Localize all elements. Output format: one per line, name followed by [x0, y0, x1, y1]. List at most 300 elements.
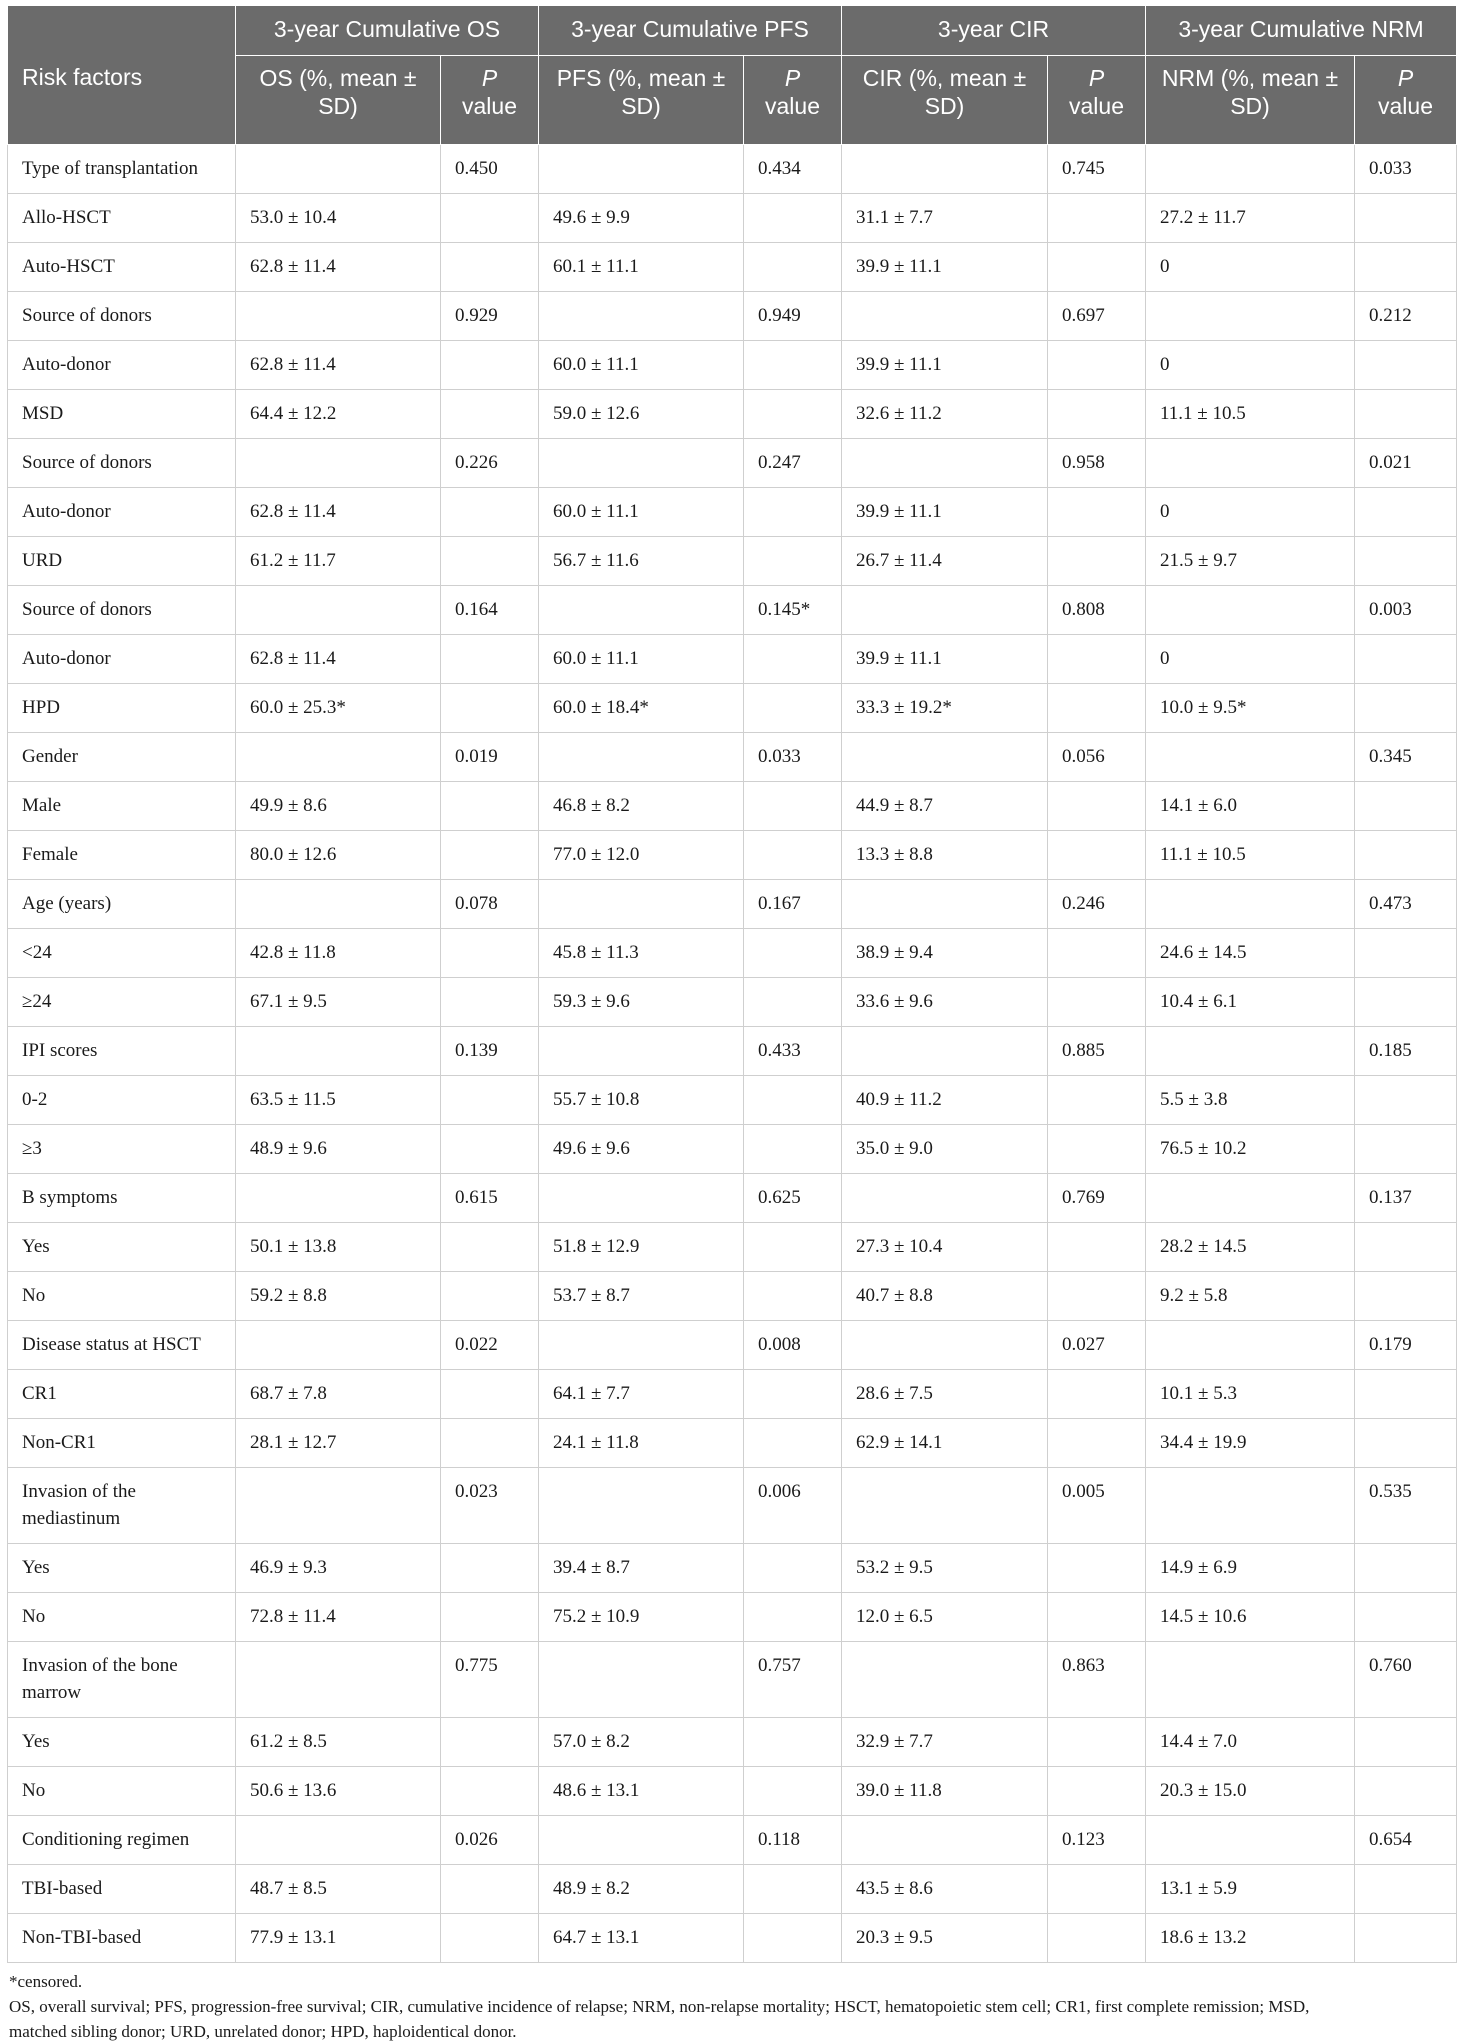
p-value-cell: 0.027 [1048, 1321, 1146, 1370]
risk-factor-cell: Auto-donor [8, 635, 236, 684]
estimate-cell: 39.9 ± 11.1 [842, 635, 1048, 684]
p-value-cell [744, 929, 842, 978]
table-row [8, 1419, 1457, 1468]
table-row [8, 1865, 1457, 1914]
estimate-cell: 45.8 ± 11.3 [539, 929, 744, 978]
table-row [8, 880, 1457, 929]
estimate-cell: 11.1 ± 10.5 [1146, 831, 1355, 880]
estimate-cell [842, 880, 1048, 929]
p-value-cell: 0.434 [744, 145, 842, 194]
estimate-cell [236, 439, 441, 488]
risk-factor-cell: Invasion of the bone marrow [8, 1642, 236, 1718]
table-row [8, 537, 1457, 586]
p-value-cell: 0.535 [1355, 1468, 1457, 1544]
cir-group-header: 3-year CIR [842, 6, 1146, 56]
p-value-cell [441, 390, 539, 439]
estimate-cell: 10.4 ± 6.1 [1146, 978, 1355, 1027]
p-value-cell [1355, 537, 1457, 586]
estimate-cell: 59.0 ± 12.6 [539, 390, 744, 439]
p-value-cell [1355, 341, 1457, 390]
p-value-cell [1048, 537, 1146, 586]
estimate-cell: 75.2 ± 10.9 [539, 1593, 744, 1642]
estimate-cell [539, 1816, 744, 1865]
risk-factor-cell: Female [8, 831, 236, 880]
estimate-cell [236, 880, 441, 929]
p-value-cell: 0.179 [1355, 1321, 1457, 1370]
p-value-cell: 0.745 [1048, 145, 1146, 194]
p-value-cell [1355, 1370, 1457, 1419]
estimate-cell: 14.9 ± 6.9 [1146, 1544, 1355, 1593]
p-value-cell: 0.863 [1048, 1642, 1146, 1718]
p-value-cell: 0.078 [441, 880, 539, 929]
risk-factor-cell: Disease status at HSCT [8, 1321, 236, 1370]
estimate-cell [842, 1816, 1048, 1865]
estimate-cell: 72.8 ± 11.4 [236, 1593, 441, 1642]
table-row [8, 488, 1457, 537]
p-value-cell: 0.615 [441, 1174, 539, 1223]
risk-factor-cell: Gender [8, 733, 236, 782]
p-value-cell: 0.006 [744, 1468, 842, 1544]
estimate-cell [1146, 586, 1355, 635]
p-value-cell: 0.226 [441, 439, 539, 488]
estimate-subheader: CIR (%, mean ± SD) [842, 56, 1048, 145]
p-value-cell [1048, 1419, 1146, 1468]
p-value-cell [1355, 1593, 1457, 1642]
risk-factor-cell: Source of donors [8, 439, 236, 488]
p-value-cell [1355, 831, 1457, 880]
p-value-cell [1355, 684, 1457, 733]
estimate-cell: 62.9 ± 14.1 [842, 1419, 1048, 1468]
estimate-cell: 39.9 ± 11.1 [842, 243, 1048, 292]
table-header [8, 6, 1457, 145]
estimate-cell: 28.6 ± 7.5 [842, 1370, 1048, 1419]
p-value-cell: 0.008 [744, 1321, 842, 1370]
estimate-cell: 31.1 ± 7.7 [842, 194, 1048, 243]
table-row [8, 1468, 1457, 1544]
p-value-cell [441, 1718, 539, 1767]
p-value-cell: 0.450 [441, 145, 539, 194]
p-value-cell [1048, 488, 1146, 537]
estimate-cell: 68.7 ± 7.8 [236, 1370, 441, 1419]
p-value-cell [744, 488, 842, 537]
p-value-cell [1048, 1767, 1146, 1816]
estimate-cell: 53.7 ± 8.7 [539, 1272, 744, 1321]
p-value-cell: 0.026 [441, 1816, 539, 1865]
risk-factor-cell: Non-TBI-based [8, 1914, 236, 1963]
estimate-cell: 27.2 ± 11.7 [1146, 194, 1355, 243]
p-value-cell [1355, 243, 1457, 292]
p-value-cell [744, 635, 842, 684]
estimate-cell: 40.7 ± 8.8 [842, 1272, 1048, 1321]
p-value-cell [1355, 1914, 1457, 1963]
p-value-cell: 0.145* [744, 586, 842, 635]
estimate-cell: 12.0 ± 6.5 [842, 1593, 1048, 1642]
p-value-cell: 0.005 [1048, 1468, 1146, 1544]
estimate-cell [1146, 1468, 1355, 1544]
estimate-cell: 26.7 ± 11.4 [842, 537, 1048, 586]
p-value-cell: 0.775 [441, 1642, 539, 1718]
p-value-cell [441, 488, 539, 537]
os-group-header: 3-year Cumulative OS [236, 6, 539, 56]
estimate-cell: 60.0 ± 18.4* [539, 684, 744, 733]
risk-factor-cell: URD [8, 537, 236, 586]
risk-factor-cell: 0-2 [8, 1076, 236, 1125]
risk-factor-cell: MSD [8, 390, 236, 439]
estimate-cell: 13.1 ± 5.9 [1146, 1865, 1355, 1914]
estimate-cell [842, 1174, 1048, 1223]
p-value-cell [1355, 1125, 1457, 1174]
p-value-cell: 0.164 [441, 586, 539, 635]
estimate-cell [1146, 1642, 1355, 1718]
estimate-cell: 20.3 ± 15.0 [1146, 1767, 1355, 1816]
estimate-cell: 50.1 ± 13.8 [236, 1223, 441, 1272]
estimate-cell: 24.1 ± 11.8 [539, 1419, 744, 1468]
p-value-cell: 0.929 [441, 292, 539, 341]
risk-factor-cell: TBI-based [8, 1865, 236, 1914]
p-value-cell: 0.697 [1048, 292, 1146, 341]
table-row [8, 831, 1457, 880]
p-value-cell [1048, 684, 1146, 733]
p-value-cell [1355, 978, 1457, 1027]
estimate-cell [539, 439, 744, 488]
p-value-cell [744, 1767, 842, 1816]
p-value-cell: 0.246 [1048, 880, 1146, 929]
p-value-cell: 0.958 [1048, 439, 1146, 488]
estimate-cell: 40.9 ± 11.2 [842, 1076, 1048, 1125]
risk-factor-cell: IPI scores [8, 1027, 236, 1076]
estimate-cell: 0 [1146, 341, 1355, 390]
table-body [8, 145, 1457, 1963]
p-value-cell [1048, 1718, 1146, 1767]
estimate-cell: 43.5 ± 8.6 [842, 1865, 1048, 1914]
estimate-cell: 67.1 ± 9.5 [236, 978, 441, 1027]
estimate-cell [539, 1321, 744, 1370]
p-value-cell: 0.885 [1048, 1027, 1146, 1076]
p-value-cell: 0.023 [441, 1468, 539, 1544]
p-value-cell [1048, 635, 1146, 684]
estimate-cell: 56.7 ± 11.6 [539, 537, 744, 586]
risk-factor-cell: Non-CR1 [8, 1419, 236, 1468]
table-row [8, 1223, 1457, 1272]
p-value-cell [441, 1370, 539, 1419]
estimate-cell [539, 1642, 744, 1718]
estimate-cell: 32.6 ± 11.2 [842, 390, 1048, 439]
risk-factor-cell: Male [8, 782, 236, 831]
results-table-container [7, 5, 1456, 2044]
p-value-cell [1048, 1076, 1146, 1125]
estimate-cell: 14.1 ± 6.0 [1146, 782, 1355, 831]
risk-factor-cell: Type of transplantation [8, 145, 236, 194]
risk-factor-cell: Yes [8, 1223, 236, 1272]
estimate-cell: 60.1 ± 11.1 [539, 243, 744, 292]
p-value-cell: 0.769 [1048, 1174, 1146, 1223]
p-value-cell [744, 1718, 842, 1767]
table-row [8, 1914, 1457, 1963]
p-value-cell [744, 1272, 842, 1321]
p-value-cell [441, 978, 539, 1027]
estimate-cell: 34.4 ± 19.9 [1146, 1419, 1355, 1468]
p-value-cell [744, 194, 842, 243]
estimate-cell [842, 439, 1048, 488]
estimate-cell [842, 1321, 1048, 1370]
p-value-cell [744, 341, 842, 390]
estimate-cell [539, 1027, 744, 1076]
p-value-cell [1355, 488, 1457, 537]
p-value-cell [1048, 929, 1146, 978]
estimate-cell: 0 [1146, 243, 1355, 292]
estimate-cell [236, 292, 441, 341]
p-value-cell [441, 1767, 539, 1816]
p-value-cell [441, 831, 539, 880]
p-value-cell [441, 1272, 539, 1321]
p-value-cell: 0.139 [441, 1027, 539, 1076]
p-value-cell [744, 1223, 842, 1272]
p-value-cell [1048, 782, 1146, 831]
table-row [8, 684, 1457, 733]
p-value-cell: 0.019 [441, 733, 539, 782]
p-value-cell [1355, 1223, 1457, 1272]
estimate-cell: 10.1 ± 5.3 [1146, 1370, 1355, 1419]
estimate-cell: 55.7 ± 10.8 [539, 1076, 744, 1125]
estimate-cell [1146, 145, 1355, 194]
p-value-cell [441, 1419, 539, 1468]
risk-factor-cell: <24 [8, 929, 236, 978]
estimate-cell [1146, 292, 1355, 341]
p-value-cell [441, 635, 539, 684]
table-row [8, 145, 1457, 194]
p-value-cell: 0.247 [744, 439, 842, 488]
estimate-cell: 20.3 ± 9.5 [842, 1914, 1048, 1963]
p-value-cell [744, 1419, 842, 1468]
p-value-subheader: P value [744, 56, 842, 145]
estimate-cell: 48.6 ± 13.1 [539, 1767, 744, 1816]
table-row [8, 586, 1457, 635]
estimate-cell: 60.0 ± 11.1 [539, 341, 744, 390]
p-value-cell [1048, 1865, 1146, 1914]
p-value-cell [1048, 341, 1146, 390]
risk-factor-cell: ≥24 [8, 978, 236, 1027]
p-value-cell: 0.021 [1355, 439, 1457, 488]
estimate-cell: 18.6 ± 13.2 [1146, 1914, 1355, 1963]
p-value-cell [1355, 782, 1457, 831]
p-value-cell: 0.123 [1048, 1816, 1146, 1865]
p-value-cell [1355, 1419, 1457, 1468]
estimate-cell: 49.6 ± 9.9 [539, 194, 744, 243]
table-row [8, 782, 1457, 831]
p-value-cell [441, 929, 539, 978]
p-value-cell [441, 1865, 539, 1914]
p-value-cell: 0.212 [1355, 292, 1457, 341]
risk-factor-cell: ≥3 [8, 1125, 236, 1174]
p-value-cell [441, 1223, 539, 1272]
p-value-cell [441, 1544, 539, 1593]
p-value-cell [1355, 1767, 1457, 1816]
p-value-cell: 0.033 [1355, 145, 1457, 194]
risk-factors-header: Risk factors [8, 6, 236, 145]
p-value-cell [744, 243, 842, 292]
estimate-cell: 76.5 ± 10.2 [1146, 1125, 1355, 1174]
table-row [8, 1642, 1457, 1718]
estimate-cell: 39.9 ± 11.1 [842, 341, 1048, 390]
footnote-abbreviations-cont: matched sibling donor; URD, unrelated donor; HPD, haploidentical donor. [9, 2022, 517, 2041]
estimate-cell: 48.7 ± 8.5 [236, 1865, 441, 1914]
p-value-cell: 0.003 [1355, 586, 1457, 635]
p-value-cell [441, 243, 539, 292]
estimate-cell [1146, 1174, 1355, 1223]
table-row [8, 1076, 1457, 1125]
estimate-cell [539, 1174, 744, 1223]
p-value-cell [744, 1370, 842, 1419]
estimate-cell: 62.8 ± 11.4 [236, 341, 441, 390]
risk-factor-cell: Conditioning regimen [8, 1816, 236, 1865]
estimate-cell: 53.0 ± 10.4 [236, 194, 441, 243]
p-value-cell: 0.757 [744, 1642, 842, 1718]
risk-factor-cell: Allo-HSCT [8, 194, 236, 243]
estimate-cell: 49.6 ± 9.6 [539, 1125, 744, 1174]
p-value-cell [441, 1076, 539, 1125]
p-value-cell [1048, 1914, 1146, 1963]
p-value-cell [1355, 1272, 1457, 1321]
p-value-cell [1048, 1125, 1146, 1174]
p-value-cell [744, 782, 842, 831]
p-value-cell [441, 537, 539, 586]
estimate-cell [842, 1642, 1048, 1718]
estimate-cell [842, 1027, 1048, 1076]
p-value-cell [441, 1125, 539, 1174]
estimate-cell: 28.1 ± 12.7 [236, 1419, 441, 1468]
p-value-cell: 0.473 [1355, 880, 1457, 929]
p-value-cell [744, 978, 842, 1027]
p-value-cell [441, 684, 539, 733]
risk-factor-cell: Invasion of the mediastinum [8, 1468, 236, 1544]
p-value-subheader: P value [1355, 56, 1457, 145]
estimate-cell [539, 733, 744, 782]
p-value-cell: 0.808 [1048, 586, 1146, 635]
estimate-cell [842, 586, 1048, 635]
p-value-cell [744, 831, 842, 880]
p-value-cell: 0.760 [1355, 1642, 1457, 1718]
estimate-cell [236, 1027, 441, 1076]
risk-factor-cell: Age (years) [8, 880, 236, 929]
p-value-cell [744, 1593, 842, 1642]
estimate-cell: 38.9 ± 9.4 [842, 929, 1048, 978]
table-row [8, 341, 1457, 390]
table-row [8, 1718, 1457, 1767]
p-value-subheader: P value [441, 56, 539, 145]
p-value-cell: 0.118 [744, 1816, 842, 1865]
estimate-cell: 53.2 ± 9.5 [842, 1544, 1048, 1593]
estimate-cell [842, 1468, 1048, 1544]
estimate-cell: 46.8 ± 8.2 [539, 782, 744, 831]
estimate-cell: 21.5 ± 9.7 [1146, 537, 1355, 586]
estimate-cell: 13.3 ± 8.8 [842, 831, 1048, 880]
estimate-cell: 14.5 ± 10.6 [1146, 1593, 1355, 1642]
risk-factor-cell: HPD [8, 684, 236, 733]
estimate-cell [1146, 1816, 1355, 1865]
table-row [8, 1544, 1457, 1593]
estimate-cell [539, 880, 744, 929]
estimate-cell: 42.8 ± 11.8 [236, 929, 441, 978]
p-value-subheader: P value [1048, 56, 1146, 145]
p-value-cell [744, 1865, 842, 1914]
estimate-cell [236, 1468, 441, 1544]
risk-factor-cell: Auto-donor [8, 488, 236, 537]
p-value-cell [744, 1914, 842, 1963]
risk-factor-cell: Auto-donor [8, 341, 236, 390]
estimate-cell [842, 292, 1048, 341]
estimate-cell: 62.8 ± 11.4 [236, 488, 441, 537]
risk-factor-cell: No [8, 1767, 236, 1816]
footnote-censored: *censored. [9, 1972, 83, 1991]
estimate-cell [236, 586, 441, 635]
estimate-cell [842, 145, 1048, 194]
p-value-cell: 0.022 [441, 1321, 539, 1370]
p-value-cell [1355, 1718, 1457, 1767]
estimate-cell: 80.0 ± 12.6 [236, 831, 441, 880]
estimate-cell [1146, 1027, 1355, 1076]
table-row [8, 929, 1457, 978]
p-value-cell [744, 1544, 842, 1593]
p-value-cell [1048, 390, 1146, 439]
p-value-cell [1355, 390, 1457, 439]
p-value-cell [744, 1076, 842, 1125]
estimate-cell: 32.9 ± 7.7 [842, 1718, 1048, 1767]
table-row [8, 1767, 1457, 1816]
estimate-cell: 11.1 ± 10.5 [1146, 390, 1355, 439]
estimate-cell [1146, 880, 1355, 929]
estimate-cell [539, 292, 744, 341]
estimate-subheader: PFS (%, mean ± SD) [539, 56, 744, 145]
p-value-cell [1048, 831, 1146, 880]
p-value-cell: 0.625 [744, 1174, 842, 1223]
footnote-abbreviations: OS, overall survival; PFS, progression-free survival; CIR, cumulative incidence of relapse; NRM, non-relapse mortality; HSCT, hematopoietic stem cell; CR1, first complete remission; MSD, [9, 1997, 1310, 2016]
risk-factor-cell: Yes [8, 1544, 236, 1593]
table-row [8, 1272, 1457, 1321]
estimate-cell [236, 1321, 441, 1370]
p-value-cell [1355, 194, 1457, 243]
risk-factor-cell: No [8, 1593, 236, 1642]
estimate-cell: 39.4 ± 8.7 [539, 1544, 744, 1593]
estimate-cell: 33.3 ± 19.2* [842, 684, 1048, 733]
estimate-cell: 77.0 ± 12.0 [539, 831, 744, 880]
estimate-cell: 5.5 ± 3.8 [1146, 1076, 1355, 1125]
estimate-cell: 64.7 ± 13.1 [539, 1914, 744, 1963]
estimate-cell: 35.0 ± 9.0 [842, 1125, 1048, 1174]
p-value-cell: 0.185 [1355, 1027, 1457, 1076]
estimate-cell [236, 145, 441, 194]
estimate-cell [236, 1642, 441, 1718]
p-value-cell: 0.137 [1355, 1174, 1457, 1223]
p-value-cell [1355, 1076, 1457, 1125]
estimate-cell [1146, 1321, 1355, 1370]
table-row [8, 194, 1457, 243]
estimate-cell: 49.9 ± 8.6 [236, 782, 441, 831]
estimate-cell: 64.1 ± 7.7 [539, 1370, 744, 1419]
estimate-cell: 50.6 ± 13.6 [236, 1767, 441, 1816]
estimate-cell: 61.2 ± 11.7 [236, 537, 441, 586]
estimate-cell: 39.0 ± 11.8 [842, 1767, 1048, 1816]
p-value-cell: 0.433 [744, 1027, 842, 1076]
p-value-cell [1048, 1223, 1146, 1272]
table-row [8, 1125, 1457, 1174]
p-value-cell [744, 390, 842, 439]
table-row [8, 390, 1457, 439]
p-value-cell [1355, 929, 1457, 978]
p-value-cell [1048, 194, 1146, 243]
p-value-cell [441, 194, 539, 243]
estimate-cell: 33.6 ± 9.6 [842, 978, 1048, 1027]
p-value-cell [744, 684, 842, 733]
